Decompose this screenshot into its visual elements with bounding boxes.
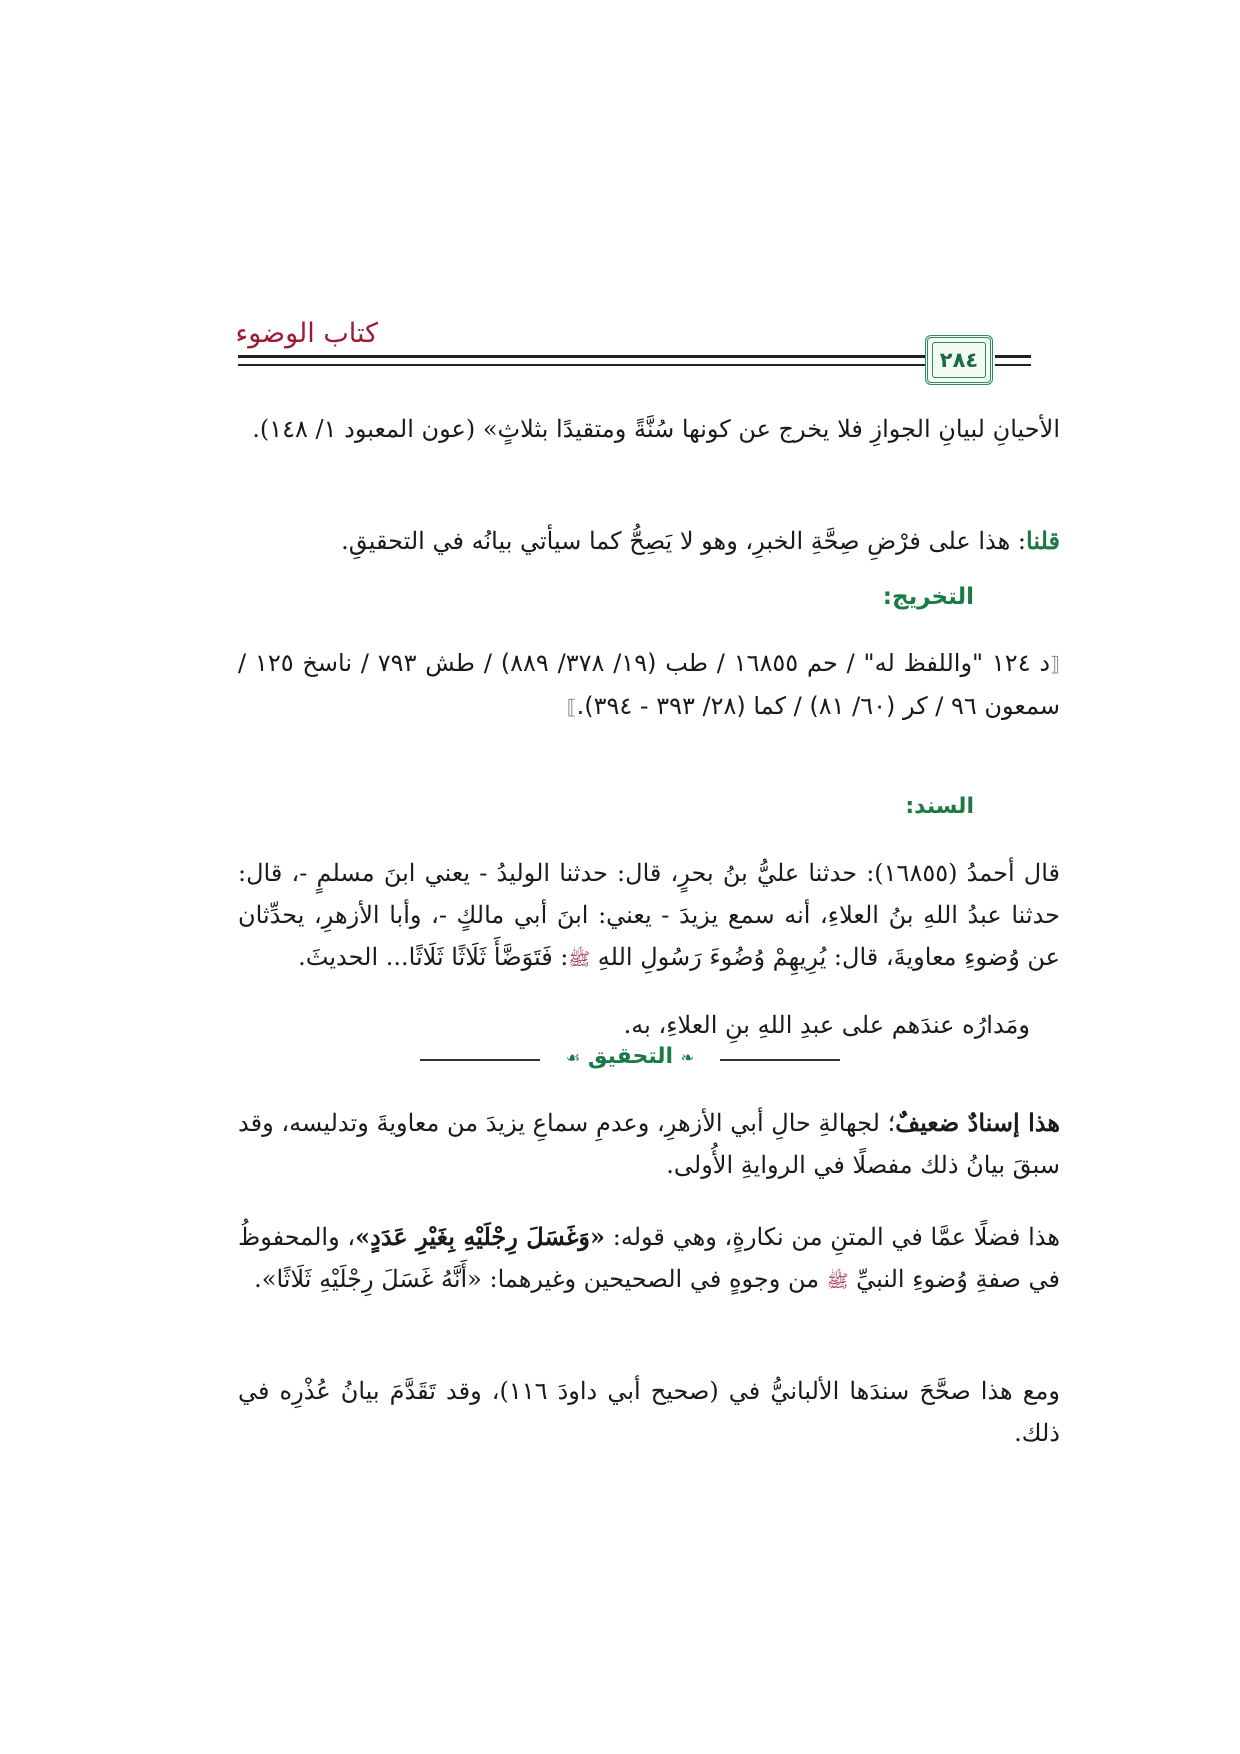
sanad-text-b: : فَتَوَضَّأَ ثَلَاثًا ثَلَاثًا... الحديثَ.	[298, 943, 569, 971]
bracket-open-icon: ⟦	[1050, 652, 1061, 676]
madar-text: ومَدارُه عندَهم على عبدِ اللهِ بنِ العلاءِ، به.	[623, 1011, 1030, 1039]
tahqiq-bold: هذا إسنادٌ ضعيفٌ	[895, 1108, 1061, 1137]
salawat-icon: ﷺ	[826, 1271, 849, 1292]
matn-text-a: هذا فضلًا عمَّا في المتنِ من نكارةٍ، وهي قوله:	[605, 1223, 1061, 1251]
ornament-left-icon: ☙	[565, 1048, 581, 1067]
header-rule-bottom	[238, 364, 925, 366]
ornament-right-icon: ❧	[680, 1048, 695, 1067]
header-rule-right-bottom	[995, 364, 1031, 366]
albani-text: ومع هذا صحَّحَ سندَها الألبانيُّ في (صحيح أبي داودَ ١١٦)، وقد تَقَدَّمَ بيانُ عُذْرِه في ذلك.	[238, 1377, 1060, 1447]
sanad-text-a: قال أحمدُ (١٦٨٥٥): حدثنا عليُّ بنُ بحرٍ، قال: حدثنا الوليدُ - يعني ابنَ مسلمٍ -، قال: حدثنا عبدُ اللهِ بنُ العلاءِ، أنه سمع يزيدَ - يعني: ابنَ أبي مالكٍ -، وأبا الأزهرِ، يحدِّثان عن وُضوءِ معاويةَ، قال: يُرِيهِمْ وُضُوءَ رَسُولِ اللهِ	[238, 859, 1060, 971]
matn-text-c: من وجوهٍ في الصحيحين وغيرهما: «أَنَّهُ غَسَلَ رِجْلَيْهِ ثَلَاثًا».	[254, 1265, 827, 1293]
tahqiq-divider	[420, 1044, 840, 1074]
takhrij-text: د ١٢٤ "واللفظ له" / حم ١٦٨٥٥ / طب (١٩/ ٣٧٨/ ٨٨٩) / طش ٧٩٣ / ناسخ ١٢٥ / سمعون ٩٦ / كر (٦٠/ ٨١) / كما (٢٨/ ٣٩٣ - ٣٩٤).	[238, 649, 1060, 720]
takhrij-heading: التخريج:	[882, 584, 974, 610]
albani-paragraph	[238, 1370, 1060, 1454]
bracket-close-icon: ⟧	[566, 695, 577, 719]
sanad-heading: السند:	[905, 794, 974, 819]
matn-text-b: ، والمحفوظُ في صفةِ وُضوءِ النبيِّ	[238, 1223, 1060, 1293]
book-title: كتاب الوضوء	[235, 318, 378, 349]
qulna-text: : هذا على فرْضِ صِحَّةِ الخبرِ، وهو لا يَصِحُّ كما سيأتي بيانُه في التحقيقِ.	[341, 527, 1027, 555]
tahqiq-heading-wrap	[420, 1044, 840, 1069]
paragraph-aun-quote	[238, 408, 1060, 450]
salawat-icon: ﷺ	[568, 949, 591, 970]
header-rule-right-top	[995, 355, 1031, 358]
tahqiq-text: ؛ لجهالةِ حالِ أبي الأزهرِ، وعدمِ سماعِ يزيدَ من معاويةَ وتدليسه، وقد سبقَ بيانُ ذلك مفصلًا في الروايةِ الأُولى.	[238, 1109, 1060, 1179]
matn-quote: «وَغَسَلَ رِجْلَيْهِ بِغَيْرِ عَدَدٍ»	[355, 1222, 606, 1251]
matn-paragraph	[238, 1216, 1060, 1303]
madar-paragraph	[238, 1004, 1060, 1046]
qulna-label: قلنا	[1026, 526, 1060, 555]
paragraph-text: الأحيانِ لبيانِ الجوازِ فلا يخرج عن كونها سُنَّةً ومتقيدًا بثلاثٍ» (عون المعبود ١/ ١٤٨).	[252, 415, 1060, 443]
tahqiq-paragraph	[238, 1102, 1060, 1186]
sanad-paragraph	[238, 852, 1060, 981]
page-number-badge	[925, 335, 993, 385]
paragraph-qulna	[238, 520, 1060, 562]
takhrij-references	[238, 642, 1060, 728]
header-rule-top	[238, 355, 925, 358]
page-number: ٢٨٤	[932, 342, 986, 378]
tahqiq-heading: التحقيق	[587, 1044, 674, 1069]
